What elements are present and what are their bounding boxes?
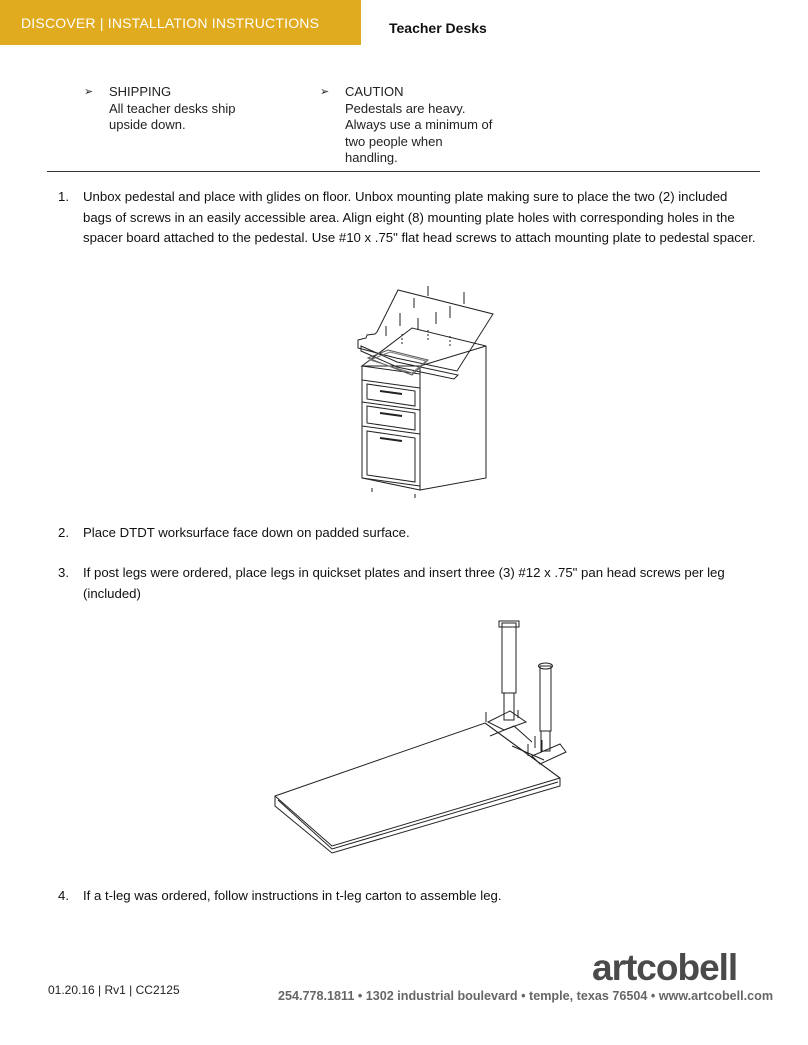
artcobell-logo: artcobell (592, 947, 738, 988)
step-number: 2. (58, 525, 69, 540)
step-number: 3. (58, 565, 69, 580)
caution-line: two people when (345, 133, 443, 149)
pedestal-mounting-plate-illustration (340, 278, 510, 508)
caution-title: CAUTION (345, 84, 404, 99)
caution-note (320, 84, 492, 167)
shipping-note (84, 84, 235, 134)
worksurface-post-legs-illustration (270, 618, 580, 863)
shipping-title: SHIPPING (109, 84, 172, 99)
caution-line: Pedestals are heavy. (345, 100, 466, 116)
step-4 (58, 886, 758, 907)
arrow-bullet-icon: ➢ (320, 86, 330, 98)
company-address: 254.778.1811 • 1302 industrial boulevard • temple, texas 76504 • www.artcobell.com (278, 989, 774, 1003)
arrow-bullet-icon: ➢ (84, 86, 94, 98)
step-1 (58, 187, 758, 249)
step-3 (58, 563, 758, 604)
step-text: If a t-leg was ordered, follow instructions in t-leg carton to assemble leg. (83, 888, 502, 903)
step-text: If post legs were ordered, place legs in quickset plates and insert three (3) #12 x .75" pan head screws per leg (included) (83, 565, 725, 601)
header-band-text: DISCOVER | INSTALLATION INSTRUCTIONS (21, 15, 320, 31)
shipping-line: All teacher desks ship (109, 100, 236, 116)
revision-info: 01.20.16 | Rv1 | CC2125 (48, 983, 180, 997)
step-text: Place DTDT worksurface face down on padded surface. (83, 525, 410, 540)
step-number: 4. (58, 888, 69, 903)
caution-line: Always use a minimum of (345, 117, 493, 132)
section-divider (47, 171, 760, 172)
step-text: Unbox pedestal and place with glides on floor. Unbox mounting plate making sure to place the two (2) included bags of screws in an easily accessible area. Align eight (8) mounting plate holes with corresponding holes in the spacer board attached to the pedestal. Use #10 x .75" flat head screws to attach mounting plate to pedestal spacer. (83, 189, 756, 245)
page-title: Teacher Desks (389, 20, 487, 36)
step-number: 1. (58, 189, 69, 204)
step-2 (58, 523, 758, 544)
shipping-line: upside down. (109, 117, 186, 132)
caution-line: handling. (345, 150, 398, 165)
